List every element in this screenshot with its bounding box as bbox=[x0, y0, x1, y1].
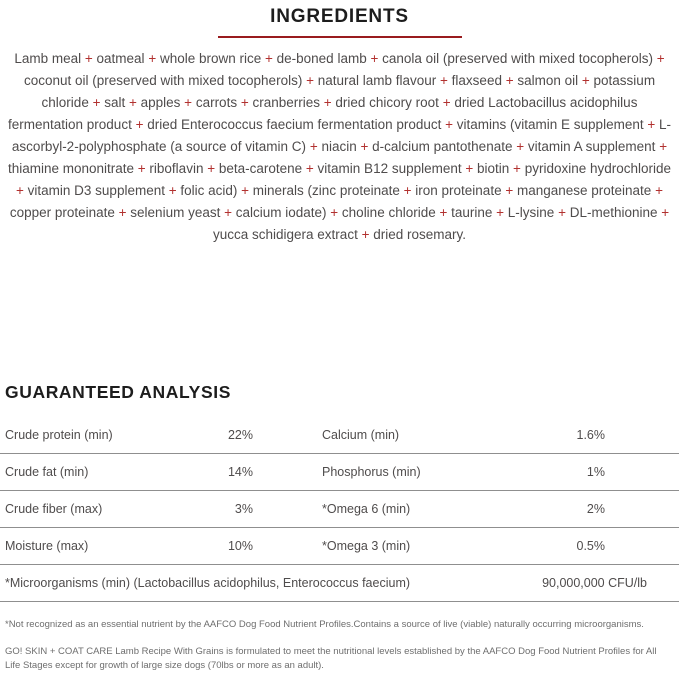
plus-separator: + bbox=[441, 117, 457, 132]
plus-separator: + bbox=[81, 51, 97, 66]
plus-separator: + bbox=[399, 183, 416, 198]
microorganisms-label: *Microorganisms (min) (Lactobacillus acidophilus, Enterococcus faecium) bbox=[5, 576, 411, 590]
plus-separator: + bbox=[651, 183, 663, 198]
analysis-row-microorganisms bbox=[0, 565, 679, 602]
plus-separator: + bbox=[501, 183, 517, 198]
plus-separator: + bbox=[492, 205, 508, 220]
plus-separator: + bbox=[125, 95, 141, 110]
ingredient-item: selenium yeast bbox=[130, 205, 221, 220]
ingredient-item: dried Lactobacillus acidophilus fermentation product bbox=[8, 95, 638, 132]
ingredient-item: vitamin A supplement bbox=[527, 139, 656, 154]
footnote-nutrient-disclaimer: *Not recognized as an essential nutrient by the AAFCO Dog Food Nutrient Profiles.Contains a source of live (viable) naturally occurring microorganisms. bbox=[5, 619, 644, 630]
nutrient-label-right: Phosphorus (min) bbox=[322, 465, 421, 479]
plus-separator: + bbox=[357, 227, 374, 242]
ingredient-item: canola oil (preserved with mixed tocopherols) bbox=[382, 51, 653, 66]
plus-separator: + bbox=[88, 95, 105, 110]
plus-separator: + bbox=[326, 205, 342, 220]
plus-separator: + bbox=[435, 205, 452, 220]
plus-separator: + bbox=[657, 205, 670, 220]
plus-separator: + bbox=[261, 51, 277, 66]
nutrient-value-right: 1% bbox=[586, 465, 605, 479]
analysis-row bbox=[0, 528, 679, 565]
plus-separator: + bbox=[578, 73, 594, 88]
ingredient-item: pyridoxine hydrochloride bbox=[524, 161, 672, 176]
ingredient-item: iron proteinate bbox=[415, 183, 502, 198]
plus-separator: + bbox=[436, 73, 452, 88]
ingredient-item: d-calcium pantothenate bbox=[372, 139, 513, 154]
ingredient-item: yucca schidigera extract bbox=[213, 227, 358, 242]
nutrient-label-left: Crude fiber (max) bbox=[5, 502, 103, 516]
ingredient-item: Lamb meal bbox=[14, 51, 82, 66]
plus-separator: + bbox=[356, 139, 373, 154]
plus-separator: + bbox=[16, 183, 28, 198]
plus-separator: + bbox=[180, 95, 196, 110]
analysis-row bbox=[0, 417, 679, 454]
plus-separator: + bbox=[144, 51, 160, 66]
ingredient-item: coconut oil (preserved with mixed tocopherols) bbox=[23, 73, 303, 88]
nutrient-value-right: 2% bbox=[586, 502, 605, 516]
nutrient-value-left: 10% bbox=[227, 539, 253, 553]
ingredient-item: carrots bbox=[195, 95, 238, 110]
ingredient-item: riboflavin bbox=[149, 161, 204, 176]
plus-separator: + bbox=[114, 205, 131, 220]
nutrient-value-right: 1.6% bbox=[576, 428, 605, 442]
ingredient-item: de-boned lamb bbox=[276, 51, 367, 66]
nutrient-value-right: 0.5% bbox=[576, 539, 605, 553]
plus-separator: + bbox=[512, 139, 528, 154]
plus-separator: + bbox=[554, 205, 570, 220]
ingredient-item: salt bbox=[104, 95, 126, 110]
ingredient-item: oatmeal bbox=[96, 51, 145, 66]
ingredient-item: DL-methionine bbox=[569, 205, 658, 220]
plus-separator: + bbox=[302, 161, 318, 176]
plus-separator: + bbox=[131, 117, 148, 132]
nutrient-label-left: Crude protein (min) bbox=[5, 428, 113, 442]
nutrient-label-right: Calcium (min) bbox=[322, 428, 400, 442]
ingredient-item: natural lamb flavour bbox=[317, 73, 437, 88]
footnote-aafco-statement: GO! SKIN + COAT CARE Lamb Recipe With Grains is formulated to meet the nutritional levels established by the AAFCO Dog Food Nutrient Profiles for All Life Stages except for growth of large size dogs (70lbs or more as an adult). bbox=[5, 646, 657, 671]
plus-separator: + bbox=[164, 183, 181, 198]
nutrient-value-left: 14% bbox=[227, 465, 253, 479]
nutrient-label-right: *Omega 3 (min) bbox=[322, 539, 411, 553]
plus-separator: + bbox=[134, 161, 150, 176]
ingredient-item: manganese proteinate bbox=[516, 183, 652, 198]
guaranteed-analysis-title: GUARANTEED ANALYSIS bbox=[5, 382, 231, 402]
red-divider-rule bbox=[218, 36, 462, 38]
ingredient-item: salmon oil bbox=[517, 73, 579, 88]
ingredient-item: whole brown rice bbox=[159, 51, 262, 66]
ingredient-item: apples bbox=[140, 95, 181, 110]
ingredient-item: cranberries bbox=[252, 95, 320, 110]
ingredient-item: thiamine mononitrate bbox=[7, 161, 135, 176]
ingredient-item: L-lysine bbox=[507, 205, 555, 220]
plus-separator: + bbox=[306, 139, 322, 154]
ingredient-item: L-ascorbyl-2-polyphosphate (a source of vitamin C) bbox=[11, 117, 671, 154]
plus-separator: + bbox=[438, 95, 455, 110]
plus-separator: + bbox=[643, 117, 659, 132]
ingredient-item: folic acid) bbox=[180, 183, 238, 198]
ingredient-item: vitamin B12 supplement bbox=[317, 161, 462, 176]
ingredient-item: dried rosemary. bbox=[373, 227, 466, 242]
plus-separator: + bbox=[302, 73, 318, 88]
nutrient-value-left: 3% bbox=[234, 502, 253, 516]
plus-separator: + bbox=[320, 95, 336, 110]
nutrient-label-right: *Omega 6 (min) bbox=[322, 502, 411, 516]
microorganisms-value: 90,000,000 CFU/lb bbox=[542, 576, 647, 590]
plus-separator: + bbox=[653, 51, 665, 66]
analysis-row bbox=[0, 491, 679, 528]
plus-separator: + bbox=[203, 161, 219, 176]
ingredient-item: biotin bbox=[477, 161, 510, 176]
nutrient-label-left: Moisture (max) bbox=[5, 539, 89, 553]
plus-separator: + bbox=[366, 51, 383, 66]
ingredient-item: minerals (zinc proteinate bbox=[252, 183, 400, 198]
analysis-row bbox=[0, 454, 679, 491]
ingredient-item: flaxseed bbox=[451, 73, 502, 88]
ingredients-text bbox=[7, 48, 672, 246]
plus-separator: + bbox=[237, 95, 253, 110]
nutrient-label-left: Crude fat (min) bbox=[5, 465, 89, 479]
ingredients-title: INGREDIENTS bbox=[270, 6, 409, 27]
ingredient-item: calcium iodate) bbox=[235, 205, 327, 220]
analysis-table bbox=[0, 417, 679, 602]
nutrient-value-left: 22% bbox=[227, 428, 253, 442]
plus-separator: + bbox=[461, 161, 478, 176]
plus-separator: + bbox=[509, 161, 525, 176]
plus-separator: + bbox=[237, 183, 253, 198]
ingredient-item: beta-carotene bbox=[218, 161, 303, 176]
ingredient-item: choline chloride bbox=[341, 205, 436, 220]
plus-separator: + bbox=[655, 139, 668, 154]
ingredient-item: dried chicory root bbox=[335, 95, 439, 110]
plus-separator: + bbox=[220, 205, 236, 220]
ingredient-item: dried Enterococcus faecium fermentation product bbox=[147, 117, 442, 132]
plus-separator: + bbox=[501, 73, 518, 88]
ingredient-item: niacin bbox=[321, 139, 357, 154]
ingredient-item: taurine bbox=[451, 205, 493, 220]
ingredient-item: vitamins (vitamin E supplement bbox=[456, 117, 644, 132]
ingredient-item: potassium chloride bbox=[41, 73, 656, 110]
ingredient-item: copper proteinate bbox=[9, 205, 115, 220]
ingredient-item: vitamin D3 supplement bbox=[27, 183, 165, 198]
